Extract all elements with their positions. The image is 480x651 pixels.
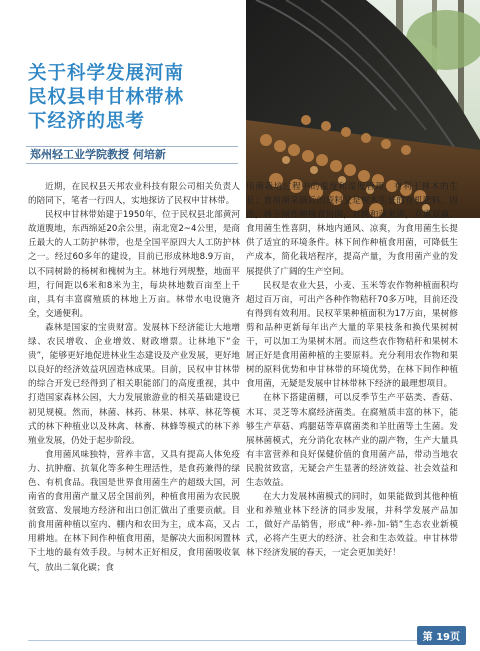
author-byline	[26, 146, 238, 164]
paragraph: 民权是农业大县，小麦、玉米等农作物种植面积均超过百万亩，可出产各种作物秸秆70多万吨，目前还没有得到有效利用。民权苹果种植面积为17万亩，果树修剪和品种更新每年出产大量的苹果枝条和换代果树树干，可以加工为果树木屑。而这些农作物秸秆和果树木屑正好是食用菌种植的主要原料。充分利用农作物和果树的原料优势和申甘林带的环境优势，在林下间作种植食用菌，无疑是发展申甘林带林下经济的最理想项目。	[246, 280, 458, 390]
paragraph: 民权申甘林带始建于1950年，位于民权县北部黄河故道腹地，东西绵延20余公里，南北宽2~4公里，是商丘最大的人工防护林带，也是全国平原四大人工防护林之一。经过60多年的建设，目前已形成林地8.9万亩，以不同树龄的杨树和槐树为主。林地行列规整，地面平坦，行间距以6米和8米为主，每块林地数百亩至上千亩，具有丰富腐殖质的林地上万亩。林带水电设施齐全，交通便利。	[28, 210, 240, 319]
title-line-3: 下经济的思考	[28, 111, 146, 132]
left-text-column	[28, 180, 240, 575]
page-number: 第 19页	[417, 626, 466, 645]
footer-rule	[28, 640, 418, 641]
article-title	[28, 62, 243, 134]
title-line-1: 关于科学发展河南	[28, 63, 185, 84]
paragraph: 森林是国家的宝贵财富。发展林下经济能让大地增绿、农民增收、企业增效、财政增票。让林地下“金贵”，能够更好地促进林业生态建设及产业发展，更好地以良好的经济效益巩固造林成果。目前，民权申甘林带的综合开发已经得到了相关职能部门的高度重视，其中打造国家森林公园，大力发展旅游业的相关基础建设已初见规模。然而，林菌、林药、林果、林草、林花等模式的林下种植业以及林禽、林畜、林蜂等模式的林下养殖业发展，仍处于起步阶段。	[28, 322, 240, 446]
title-line-2: 民权县申甘林带林	[28, 87, 185, 108]
paragraph: 在林下搭建菌棚，可以反季节生产平菇类、香菇、木耳、灵芝等木腐经济菌类。在腐殖质丰富的林下，能够生产草菇、鸡腿菇等草腐菌类和羊肚菌等土生菌。发展林菌模式，充分消化农林产业的副产物，生产大量具有丰富营养和良好保健价值的食用菌产品，带动当地农民脱贫致富，无疑会产生显著的经济效益、社会效益和生态效益。	[246, 393, 458, 488]
paragraph: 近期，在民权县天邦农业科技有限公司相关负责人的陪同下，笔者一行四人，实地探访了民权申甘林带。	[28, 182, 240, 207]
paragraph: 在大力发展林菌模式的同时，如果能做到其他种植业和养殖业林下经济的同步发展，并科学发展产品加工，做好产品销售，形成“种-养-加-销”生态农业新模式，必将产生更大的经济、社会和生态效益。申甘林带林下经济发展的春天，一定会更加美好！	[246, 492, 458, 559]
paragraph: 食用菌风味独特，营养丰富，又具有提高人体免疫力、抗肿瘤、抗氧化等多种生理活性，是食药兼得的绿色、有机食品。我国是世界食用菌生产的超级大国，河南省的食用菌产量又居全国前列，种植食用菌为农民脱贫致富、发展地方经济和出口创汇做出了重要贡献。目前食用菌种植以室内、棚内和农田为主，成本高，又占用耕地。在林下间作种植食用菌，是解决大面积闲置林下土地的最有效手段。与树木正好相反，食用菌吸收氧气，放出二氧化碳；食	[28, 449, 240, 573]
author-name: 郑州轻工业学院教授 何培新	[30, 148, 166, 161]
right-text-column	[246, 180, 458, 561]
paragraph: 用菌栽培过程中的温度和湿度管理，有利于林木的生长；食用菌采摘后的废料又是树木生长的有机肥料。因此，林下间作种植食用菌，对树和菌来讲，互惠双赢。食用菌生性喜阴，林地内通风、凉爽，为食用菌生长提供了适宜的环境条件。林下间作种植食用菌，可降低生产成本，简化栽培程序，提高产量，为食用菌产业的发展提供了广阔的生产空间。	[246, 182, 458, 277]
page-footer	[417, 626, 466, 645]
